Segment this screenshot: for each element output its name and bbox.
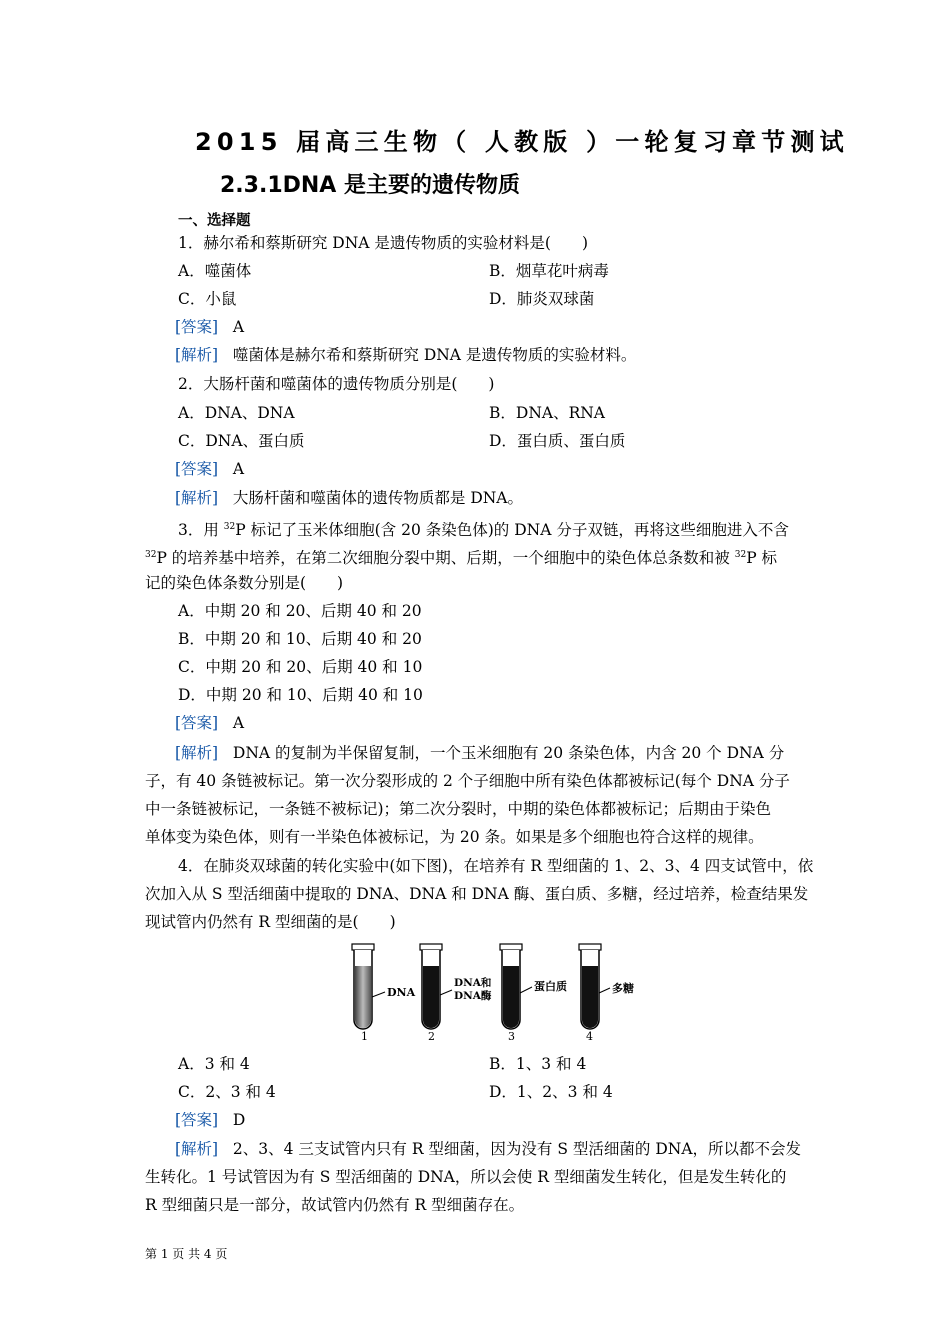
analysis-text: DNA 的复制为半保留复制，一个玉米细胞有 20 条染色体，内含 20 个 DNA 分 (232, 744, 785, 762)
tube-2-label-line1: DNA和 (454, 977, 492, 989)
answer-tag: [答案] (175, 714, 219, 732)
answer-value: A (232, 460, 245, 478)
q4-answer (175, 1110, 245, 1130)
tube-4-number: 4 (586, 1030, 593, 1043)
q3-option-a: A．中期 20 和 20、后期 40 和 20 (178, 602, 422, 620)
q4-stem-line2: 次加入从 S 型活细菌中提取的 DNA、DNA 和 DNA 酶、蛋白质、多糖，经过培养，检查结果发 (145, 885, 809, 903)
tube-1-number: 1 (361, 1030, 368, 1043)
answer-value: A (232, 318, 245, 336)
q3-option-c: C．中期 20 和 20、后期 40 和 10 (178, 658, 423, 676)
q2-option-d: D．蛋白质、蛋白质 (489, 432, 626, 450)
answer-tag: [答案] (175, 1111, 219, 1129)
superscript: 32 (734, 550, 747, 560)
q4-option-c: C．2、3 和 4 (178, 1083, 276, 1101)
analysis-tag: [解析] (175, 744, 219, 762)
q3-stem-line1 (178, 517, 789, 540)
q4-stem-line1: 4．在肺炎双球菌的转化实验中(如下图)，在培养有 R 型细菌的 1、2、3、4 四支试管中，依 (178, 857, 814, 875)
q3-stem-line2 (145, 545, 777, 568)
q4-analysis-line3: R 型细菌只是一部分，故试管内仍然有 R 型细菌存在。 (145, 1196, 525, 1214)
section-heading: 一、选择题 (178, 213, 251, 229)
q2-analysis (175, 488, 523, 508)
tube-3-label: 蛋白质 (534, 980, 567, 993)
analysis-text: 噬菌体是赫尔希和蔡斯研究 DNA 是遗传物质的实验材料。 (232, 346, 637, 364)
q2-stem: 2．大肠杆菌和噬菌体的遗传物质分别是( ) (178, 375, 495, 393)
test-tube-3 (500, 944, 532, 1029)
text: P 标记了玉米体细胞(含 20 条染色体)的 DNA 分子双链，再将这些细胞进入不含 (235, 521, 789, 539)
tube-3-number: 3 (508, 1030, 515, 1043)
q3-analysis-line2: 子，有 40 条链被标记。第一次分裂形成的 2 个子细胞中所有染色体都被标记(每个 DNA 分子 (145, 772, 790, 790)
text: P 的培养基中培养，在第二次细胞分裂中期、后期，一个细胞中的染色体总条数和被 (156, 549, 735, 567)
q4-option-d: D．1、2、3 和 4 (489, 1083, 613, 1101)
answer-value: A (232, 714, 245, 732)
q3-analysis-line1 (175, 743, 784, 763)
q4-stem-line3: 现试管内仍然有 R 型细菌的是( ) (145, 913, 396, 931)
tube-1-label: DNA (387, 986, 416, 999)
q1-analysis (175, 345, 636, 365)
q3-analysis-line3: 中一条链被标记，一条链不被标记)；第二次分裂时，中期的染色体都被标记；后期由于染色 (145, 800, 772, 818)
q2-option-c: C．DNA、蛋白质 (178, 432, 305, 450)
tube-2-number: 2 (428, 1030, 435, 1043)
answer-tag: [答案] (175, 460, 219, 478)
test-tube-4 (579, 944, 610, 1029)
q1-option-d: D．肺炎双球菌 (489, 290, 595, 308)
q1-stem: 1．赫尔希和蔡斯研究 DNA 是遗传物质的实验材料是( ) (178, 234, 588, 252)
answer-tag: [答案] (175, 318, 219, 336)
q3-analysis-line4: 单体变为染色体，则有一半染色体被标记，为 20 条。如果是多个细胞也符合这样的规律。 (145, 828, 764, 846)
text: 3．用 (178, 521, 224, 539)
test-tube-2 (420, 944, 452, 1029)
q4-analysis-line1 (175, 1139, 801, 1159)
q1-answer (175, 317, 244, 337)
page-subtitle: 2.3.1DNA 是主要的遗传物质 (220, 173, 520, 198)
q3-option-d: D．中期 20 和 10、后期 40 和 10 (178, 686, 423, 704)
q1-option-b: B．烟草花叶病毒 (489, 262, 609, 280)
answer-value: D (232, 1111, 246, 1129)
q3-answer (175, 713, 244, 733)
analysis-text: 2、3、4 三支试管内只有 R 型细菌，因为没有 S 型活细菌的 DNA，所以都不会发 (232, 1140, 802, 1158)
q1-option-a: A．噬菌体 (178, 262, 252, 280)
analysis-text: 大肠杆菌和噬菌体的遗传物质都是 DNA。 (232, 489, 524, 507)
q2-option-b: B．DNA、RNA (489, 404, 606, 422)
q4-analysis-line2: 生转化。1 号试管因为有 S 型活细菌的 DNA，所以会使 R 型细菌发生转化，但是发生转化的 (145, 1168, 787, 1186)
page-title: 2015 届高三生物（ 人教版 ）一轮复习章节测试 (195, 128, 849, 156)
q2-option-a: A．DNA、DNA (178, 404, 295, 422)
q2-answer (175, 459, 244, 479)
superscript: 32 (145, 550, 157, 560)
analysis-tag: [解析] (175, 346, 219, 364)
analysis-tag: [解析] (175, 489, 219, 507)
test-tube-1 (352, 944, 385, 1029)
q1-option-c: C．小鼠 (178, 290, 237, 308)
superscript: 32 (223, 522, 236, 532)
text: P 标 (746, 549, 778, 567)
page-footer: 第 1 页 共 4 页 (145, 1247, 228, 1261)
q4-option-b: B．1、3 和 4 (489, 1055, 587, 1073)
analysis-tag: [解析] (175, 1140, 219, 1158)
tube-2-label-line2: DNA酶 (454, 990, 492, 1002)
test-tube-figure (340, 940, 650, 1048)
q3-stem-line3: 记的染色体条数分别是( ) (145, 574, 344, 592)
q4-option-a: A．3 和 4 (178, 1055, 250, 1073)
tube-4-label: 多糖 (612, 982, 634, 995)
q3-option-b: B．中期 20 和 10、后期 40 和 20 (178, 630, 422, 648)
